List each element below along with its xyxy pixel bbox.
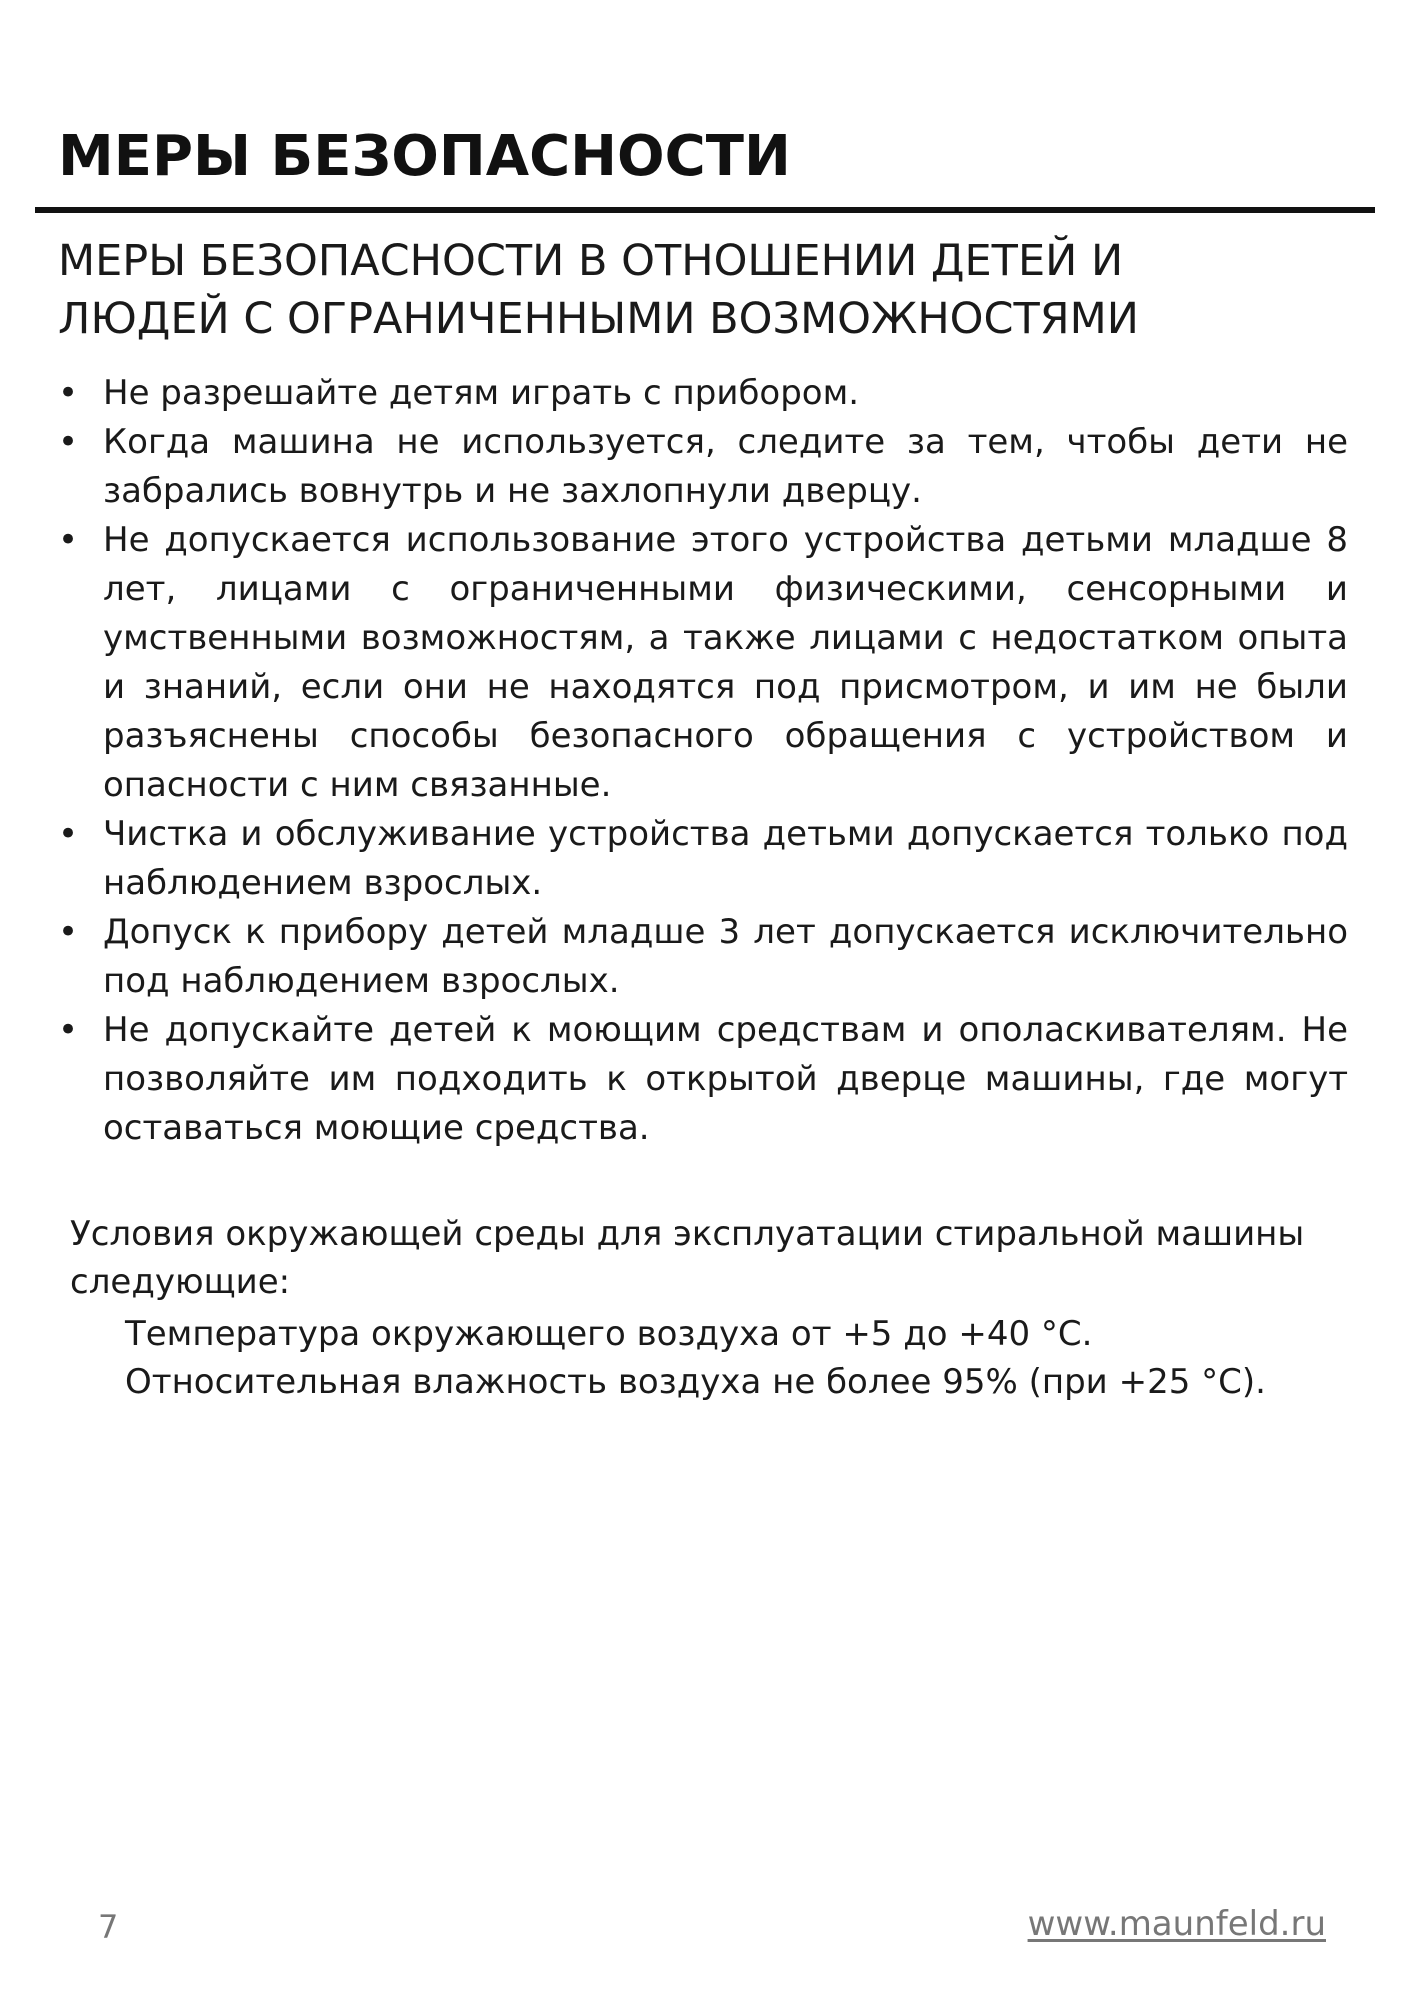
- bullet-text: Не допускайте детей к моющим средствам и ополаскивателям. Не позволяйте им подходить к открытой дверце машины, где могут оставаться моющие средства.: [103, 1010, 1348, 1148]
- safety-bullet-list: [58, 369, 1348, 1153]
- bullet-item-1: [58, 369, 1348, 418]
- bullet-item-6: [58, 1006, 1348, 1153]
- page-number: 7: [98, 1908, 119, 1946]
- environment-conditions: [70, 1210, 1360, 1406]
- bullet-item-2: [58, 418, 1348, 516]
- title-divider: [35, 207, 1375, 213]
- bullet-icon: •: [58, 1010, 79, 1050]
- bullet-text: Когда машина не используется, следите за тем, чтобы дети не забрались вовнутрь и не захлопнули дверцу.: [103, 422, 1348, 511]
- bullet-icon: •: [58, 912, 79, 952]
- bullet-icon: •: [58, 814, 79, 854]
- bullet-text: Не допускается использование этого устройства детьми младше 8 лет, лицами с ограниченными физическими, сенсорными и умственными возможностям, а также лицами с недостатком опыта и знаний, если они не находятся под присмотром, и им не были разъяснены способы безопасного обращения с устройством и опасности с ним связанные.: [103, 520, 1348, 805]
- section-subtitle-line-2: ЛЮДЕЙ С ОГРАНИЧЕННЫМИ ВОЗМОЖНОСТЯМИ: [58, 294, 1139, 344]
- bullet-icon: •: [58, 373, 79, 413]
- conditions-temperature: Температура окружающего воздуха от +5 до +40 °С.: [125, 1314, 1093, 1354]
- bullet-text: Не разрешайте детям играть с прибором.: [103, 373, 860, 413]
- bullet-text: Допуск к прибору детей младше 3 лет допускается исключительно под наблюдением взрослых.: [103, 912, 1348, 1001]
- bullet-icon: •: [58, 422, 79, 462]
- section-subtitle: [58, 232, 1358, 348]
- conditions-humidity: Относительная влажность воздуха не более 95% (при +25 °С).: [125, 1362, 1266, 1402]
- website-link[interactable]: www.maunfeld.ru: [1027, 1904, 1326, 1944]
- bullet-icon: •: [58, 520, 79, 560]
- bullet-item-4: [58, 810, 1348, 908]
- page-title: МЕРЫ БЕЗОПАСНОСТИ: [58, 124, 791, 189]
- bullet-text: Чистка и обслуживание устройства детьми допускается только под наблюдением взрослых.: [103, 814, 1348, 903]
- bullet-item-5: [58, 908, 1348, 1006]
- conditions-intro: Условия окружающей среды для эксплуатации стиральной машины следующие:: [70, 1214, 1305, 1302]
- bullet-item-3: [58, 516, 1348, 810]
- section-subtitle-line-1: МЕРЫ БЕЗОПАСНОСТИ В ОТНОШЕНИИ ДЕТЕЙ И: [58, 236, 1124, 286]
